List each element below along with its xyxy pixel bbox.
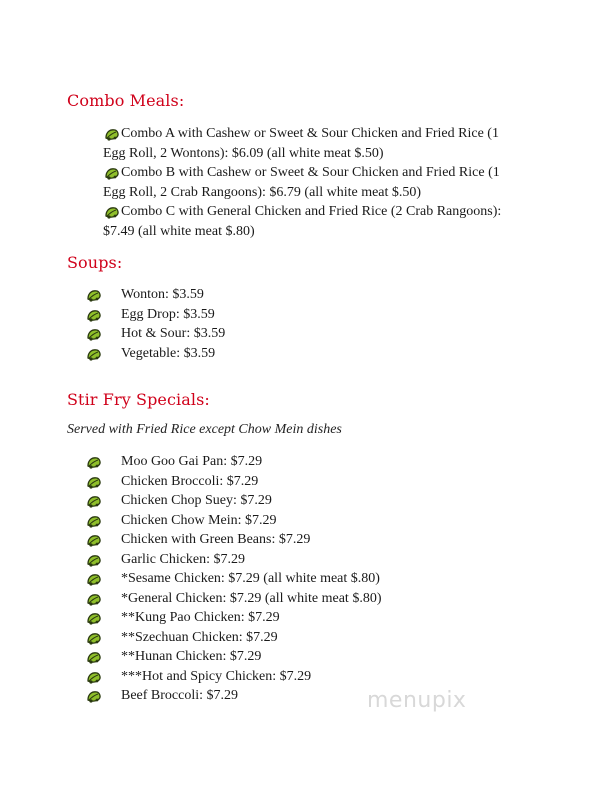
- list-item: **Szechuan Chicken: $7.29: [0, 628, 551, 648]
- leaf-bullet-icon: [86, 127, 102, 141]
- leaf-bullet-icon: [86, 455, 102, 469]
- list-item: **Hunan Chicken: $7.29: [0, 647, 551, 667]
- stir-fry-note: Served with Fried Rice except Chow Mein dishes: [67, 422, 342, 437]
- list-item: Beef Broccoli: $7.29: [0, 686, 551, 706]
- list-item: Chicken Broccoli: $7.29: [0, 472, 551, 492]
- leaf-bullet-icon: [86, 166, 102, 180]
- list-item: Wonton: $3.59: [0, 285, 551, 305]
- list-item: Combo C with General Chicken and Fried Rice (2 Crab Rangoons): $7.49 (all white meat $.80): [0, 202, 523, 241]
- leaf-bullet-icon: [86, 572, 102, 586]
- leaf-bullet-icon: [86, 308, 102, 322]
- list-item: Chicken Chop Suey: $7.29: [0, 491, 551, 511]
- leaf-bullet-icon: [86, 650, 102, 664]
- list-item: *General Chicken: $7.29 (all white meat $.80): [0, 589, 551, 609]
- leaf-bullet-icon: [86, 533, 102, 547]
- list-item: Combo B with Cashew or Sweet & Sour Chicken and Fried Rice (1 Egg Roll, 2 Crab Rangoons): $6.79 (all white meat $.50): [0, 163, 523, 202]
- list-item: Chicken Chow Mein: $7.29: [0, 511, 551, 531]
- leaf-bullet-icon: [86, 689, 102, 703]
- leaf-bullet-icon: [86, 514, 102, 528]
- combo-meals-list: [0, 124, 523, 241]
- list-item: **Kung Pao Chicken: $7.29: [0, 608, 551, 628]
- list-item: Combo A with Cashew or Sweet & Sour Chicken and Fried Rice (1 Egg Roll, 2 Wontons): $6.09 (all white meat $.50): [0, 124, 523, 163]
- leaf-bullet-icon: [86, 475, 102, 489]
- leaf-bullet-icon: [86, 288, 102, 302]
- leaf-bullet-icon: [86, 205, 102, 219]
- list-item: Egg Drop: $3.59: [0, 305, 551, 325]
- leaf-bullet-icon: [86, 611, 102, 625]
- soups-heading: Soups:: [67, 253, 123, 272]
- leaf-bullet-icon: [86, 631, 102, 645]
- list-item: Moo Goo Gai Pan: $7.29: [0, 452, 551, 472]
- leaf-bullet-icon: [86, 670, 102, 684]
- list-item: Vegetable: $3.59: [0, 344, 551, 364]
- leaf-bullet-icon: [86, 347, 102, 361]
- leaf-bullet-icon: [86, 553, 102, 567]
- list-item: Chicken with Green Beans: $7.29: [0, 530, 551, 550]
- leaf-bullet-icon: [86, 592, 102, 606]
- list-item: Garlic Chicken: $7.29: [0, 550, 551, 570]
- menupix-watermark: menupix: [367, 688, 467, 713]
- combo-meals-heading: Combo Meals:: [67, 91, 185, 110]
- list-item: ***Hot and Spicy Chicken: $7.29: [0, 667, 551, 687]
- soups-list: [0, 285, 551, 363]
- leaf-bullet-icon: [86, 327, 102, 341]
- stir-fry-list: [0, 452, 551, 706]
- list-item: *Sesame Chicken: $7.29 (all white meat $.80): [0, 569, 551, 589]
- leaf-bullet-icon: [86, 494, 102, 508]
- stir-fry-heading: Stir Fry Specials:: [67, 390, 210, 409]
- list-item: Hot & Sour: $3.59: [0, 324, 551, 344]
